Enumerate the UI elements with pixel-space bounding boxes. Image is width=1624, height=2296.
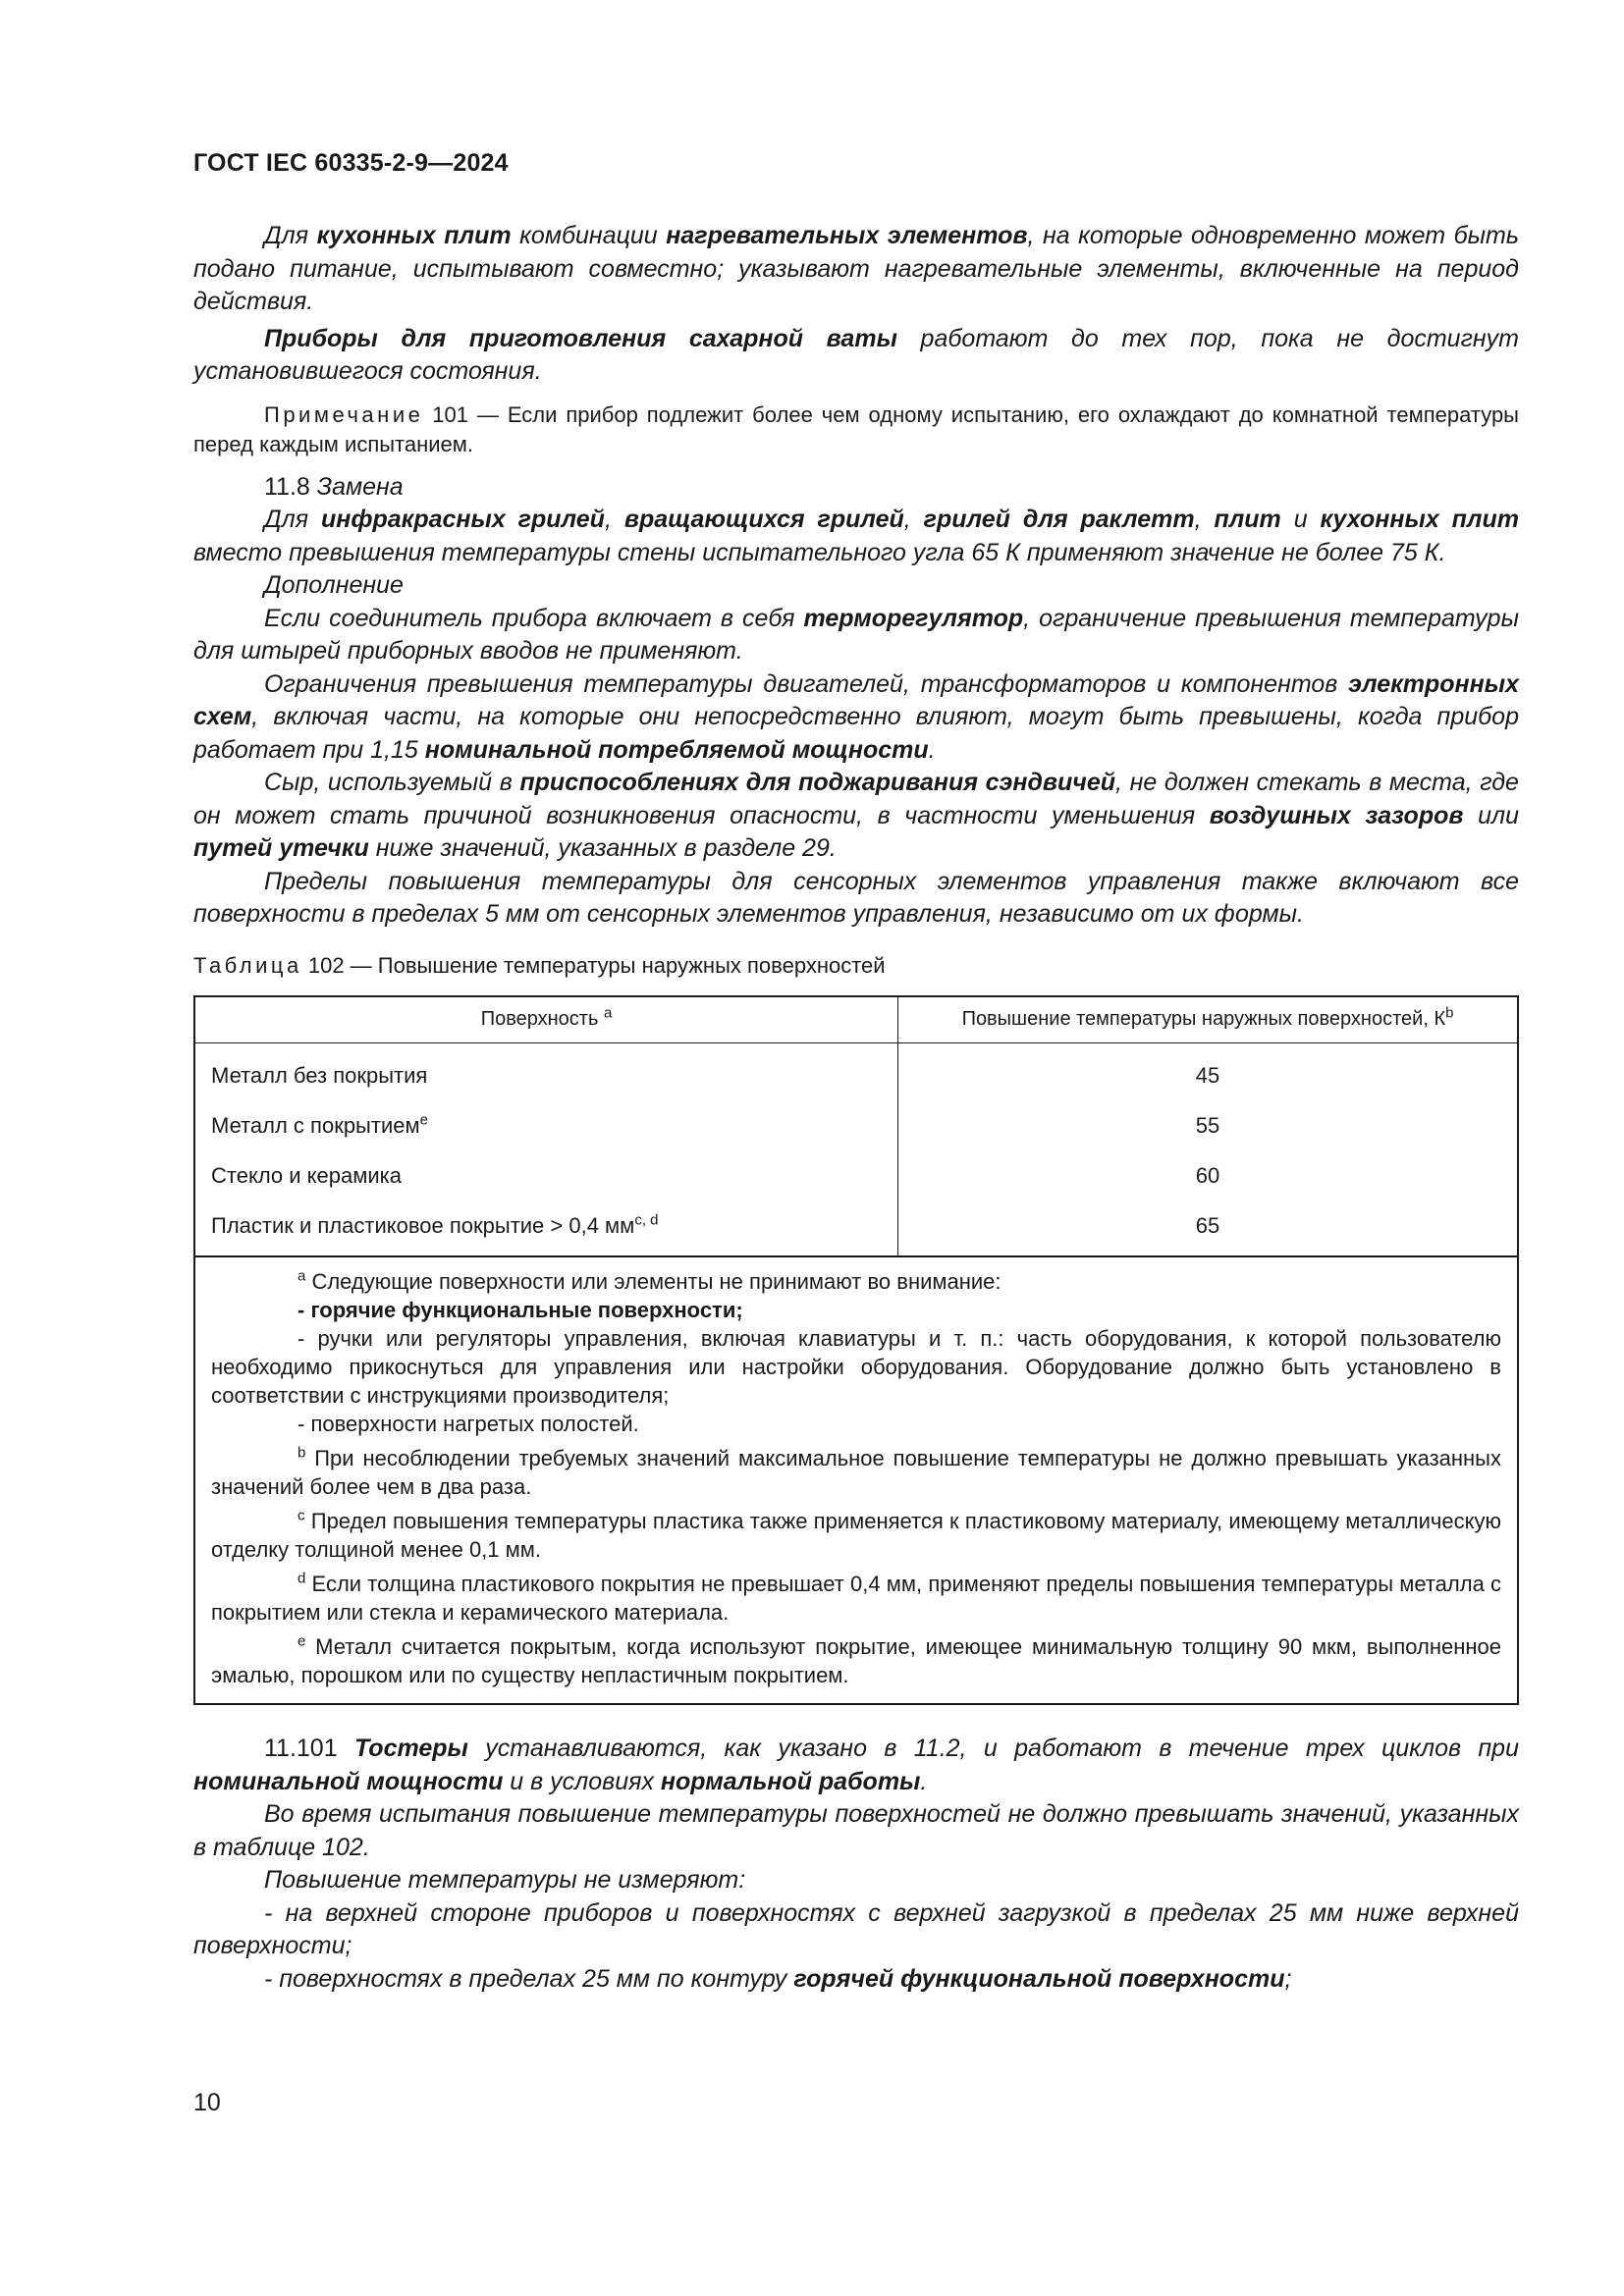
footnote-a: $^a$ Следующие поверхности или элементы не принимают во внимание:: [298, 1267, 1001, 1294]
list-item-top-side: - на верхней стороне приборов и поверхностях с верхней загрузкой в пределах 25 мм ниже верхней поверхности;: [193, 1898, 1519, 1959]
table-cell-value: 55: [1195, 1112, 1220, 1138]
table-row: [194, 1150, 1518, 1201]
table-cell-value: 65: [1195, 1212, 1220, 1238]
page-number: 10: [193, 2089, 221, 2116]
paragraph-candy-floss: Приборы для приготовления сахарной ваты работают до тех пор, пока не достигнут установившегося состояния.: [193, 324, 1519, 385]
temperature-rise-table: [193, 995, 1519, 1705]
paragraph-motors: Ограничения превышения температуры двигателей, трансформаторов и компонентов электронных схем, включая части, на которые они непосредственно влияют, могут быть превышены, когда прибор работает при 1,15 номинальной потребляемой мощности.: [193, 669, 1519, 764]
footnote-a-item: - поверхности нагретых полостей.: [298, 1412, 639, 1436]
footnote-d: $^d$ Если толщина пластикового покрытия не превышает 0,4 мм, применяют пределы повышения температуры металла с покрытием или стекла и керамического материала.: [211, 1570, 1501, 1625]
document-page: [193, 0, 1519, 2296]
addition-heading: Дополнение: [264, 571, 404, 599]
footnote-e: $^e$ Металл считается покрытым, когда используют покрытие, имеющее минимальную толщину 90 мкм, выполненное эмалью, порошком или по существу непластичным покрытием.: [211, 1632, 1501, 1687]
table-cell-surface: Пластик и пластиковое покрытие > 0,4 мм$^{c, d}$: [194, 1201, 898, 1256]
body-text: [193, 220, 1519, 1996]
list-item-hot-surface: - поверхностях в пределах 25 мм по контуру горячей функциональной поверхности;: [264, 1964, 1292, 1993]
document-header: ГОСТ IEC 60335-2-9—2024: [193, 149, 509, 177]
table-header-temperature-rise: Повышение температуры наружных поверхностей, $К^b$: [898, 996, 1519, 1043]
table-cell-value: 45: [1195, 1062, 1220, 1088]
paragraph-not-measured: Повышение температуры не измеряют:: [264, 1866, 746, 1894]
table-cell-value: 60: [1195, 1162, 1220, 1188]
paragraph-cooking-ranges: Для кухонных плит комбинации нагревательных элементов, на которые одновременно может быть подано питание, испытывают совместно; указывают нагревательные элементы, включенные на период действия.: [193, 222, 1520, 315]
table-cell-surface: Стекло и керамика: [194, 1150, 898, 1201]
table-caption: Таблица 102 — Повышение температуры наружных поверхностей: [193, 952, 886, 978]
note-101: Примечание 101 — Если прибор подлежит более чем одному испытанию, его охлаждают до комнатной температуры перед каждым испытанием.: [193, 401, 1519, 456]
table-footnotes: [194, 1256, 1518, 1704]
section-11-8-heading: 11.8 Замена: [264, 472, 404, 501]
table-row: [194, 1201, 1518, 1256]
paragraph-cheese: Сыр, используемый в приспособлениях для поджаривания сэндвичей, не должен стекать в места, где он может стать причиной возникновения опасности, в частности уменьшения воздушных зазоров или путей утечки ниже значений, указанных в разделе 29.: [193, 769, 1520, 862]
paragraph-toasters: 11.101 Тостеры устанавливаются, как указано в 11.2, и работают в течение трех циклов при номинальной мощности и в условиях нормальной работы.: [193, 1735, 1519, 1795]
paragraph-grills: Для инфракрасных грилей, вращающихся грилей, грилей для раклетт, плит и кухонных плит вместо превышения температуры стены испытательного угла 65 К применяют значение не более 75 К.: [193, 506, 1519, 566]
table-header-row: [194, 996, 1518, 1043]
footnote-b: $^b$ При несоблюдении требуемых значений максимальное повышение температуры не должно превышать указанных значений более чем в два раза.: [211, 1444, 1501, 1499]
paragraph-touch-controls: Пределы повышения температуры для сенсорных элементов управления также включают все поверхности в пределах 5 мм от сенсорных элементов управления, независимо от их формы.: [193, 867, 1519, 928]
table-row: [194, 1043, 1518, 1101]
table-row: [194, 1100, 1518, 1150]
table-header-surface: Поверхность $^a$: [194, 996, 898, 1043]
footnote-c: $^c$ Предел повышения температуры пластика также применяется к пластиковому материалу, имеющему металлическую отделку толщиной менее 0,1 мм.: [211, 1507, 1501, 1562]
table-cell-surface: Металл без покрытия: [194, 1043, 898, 1101]
table-cell-surface: Металл с покрытием$^e$: [194, 1100, 898, 1150]
paragraph-thermostat: Если соединитель прибора включает в себя терморегулятор, ограничение превышения температуры для штырей приборных вводов не применяют.: [193, 604, 1519, 665]
footnote-a-item: - горячие функциональные поверхности;: [298, 1298, 743, 1322]
table-footnotes-row: [194, 1256, 1518, 1704]
footnote-a-item: - ручки или регуляторы управления, включая клавиатуры и т. п.: часть оборудования, к которой пользователю необходимо прикоснуться для управления или настройки оборудования. Оборудование должно быть установлено в соответствии с инструкциями производителя;: [211, 1326, 1501, 1408]
paragraph-test-limits: Во время испытания повышение температуры поверхностей не должно превышать значений, указанных в таблице 102.: [193, 1800, 1519, 1861]
